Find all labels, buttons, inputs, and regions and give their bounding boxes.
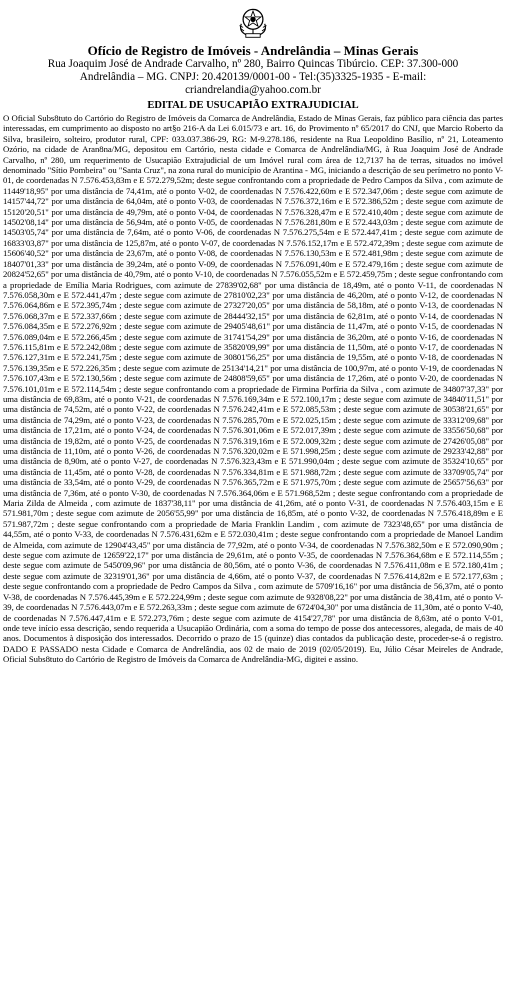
office-header — [3, 43, 503, 97]
office-contact: Andrelândia – MG. CNPJ: 20.420139/0001-00 - Tel:(35)3325-1935 - E-mail: — [79, 71, 427, 83]
office-address: Rua Joaquim José de Andrade Carvalho, nº 280, Bairro Quincas Tibúrcio. CEP: 37.300-000 — [47, 58, 459, 70]
edital-title: EDITAL DE USUCAPIÃO EXTRAJUDICIAL — [147, 100, 359, 111]
office-email: criandrelandia@yahoo.com.br — [185, 84, 321, 96]
edital-body: O Oficial Subs8tuto do Cartório do Registro de Imóveis da Comarca de Andrelândia, Estado de Minas Gerais, faz público para ciência das partes interessadas, em cumprimento ao disposto no art§o 216-A da Lei 6.015/73 e art. 16, do Provimento nº 65/2017 do CNJ, que Marcio Roberto da Silva, brasileiro, solteiro, produtor rural, CPF: 033.037.386-29, RG: M-9.278.186, residente na Rua Leopoldino Basílio, nº 21, Loteamento Ozório, na cidade de Aran8na/MG, depositou em Cartório, nesta cidade e Comarca de Andrelândia/MG, à Rua Joaquim José de Andrade Carvalho, nº 280, um requerimento de Usucapião Extrajudicial de um Imóvel rural com área de 12,7137 ha de terras, situados no imóvel denominado "Sítio Pombeira" ou "Santa Cruz", na zona rural do município de Arantina - MG, iniciando a descrição de seu perímetro no ponto V-01, de coordenadas N 7.576.453,83m e E 572.279,52m; deste segue confrontando com a propriedade de Pedro Campos da Silva , com azimute de 11449'18,95" por uma distância de 74,41m, até o ponto V-02, de coordenadas N 7.576.422,60m e E 572.347,06m ; deste segue com azimute de 14157'44,72" por uma distância de 64,04m, até o ponto V-03, de coordenadas N 7.576.372,16m e E 572.386,52m ; deste segue com azimute de 15120'20,51" por uma distância de 49,79m, até o ponto V-04, de coordenadas N 7.576.328,47m e E 572.410,40m ; deste segue com azimute de 14502'08,14" por uma distância de 56,94m, até o ponto V-05, de coordenadas N 7.576.281,80m e E 572.443,03m ; deste segue com azimute de 14503'05,74" por uma distância de 7,64m, até o ponto V-06, de coordenadas N 7.576.275,54m e E 572.447,41m ; deste segue com azimute de 16833'03,87" por uma distância de 125,87m, até o ponto V-07, de coordenadas N 7.576.152,17m e E 572.472,39m ; deste segue com azimute de 15606'40,52" por uma distância de 23,67m, até o ponto V-08, de coordenadas N 7.576.130,53m e E 572.481,98m ; deste segue com azimute de 18407'01,33" por uma distância de 39,24m, até o ponto V-09, de coordenadas N 7.576.091,40m e E 572.479,16m ; deste segue com azimute de 20824'52,65" por uma distância de 40,79m, até o ponto V-10, de coordenadas N 7.576.055,52m e E 572.459,75m ; deste segue confrontando com a propriedade de Emília Maria Rodrigues, com azimute de 27839'02,68" por uma distância de 18,49m, até o ponto V-11, de coordenadas N 7.576.058,30m e E 572.441,47m ; deste segue com azimute de 27810'02,23" por uma distância de 46,20m, até o ponto V-12, de coordenadas N 7.576.064,86m e E 572.395,74m ; deste segue com azimute de 27327'20,05" por uma distância de 58,18m, até o ponto V-13, de coordenadas N 7.576.068,37m e E 572.337,66m ; deste segue com azimute de 28444'32,15" por uma distância de 62,81m, até o ponto V-14, de coordenadas N 7.576.084,35m e E 572.276,92m ; deste segue com azimute de 29405'48,61" por uma distância de 11,47m, até o ponto V-15, de coordenadas N 7.576.089,04m e E 572.266,45m ; deste segue com azimute de 31741'54,29" por uma distância de 36,20m, até o ponto V-16, de coordenadas N 7.576.115,81m e E 572.242,08m ; deste segue com azimute de 35820'09,99" por uma distância de 11,50m, até o ponto V-17, de coordenadas N 7.576.127,31m e E 572.241,75m ; deste segue com azimute de 30801'56,25" por uma distância de 19,55m, até o ponto V-18, de coordenadas N 7.576.139,35m e E 572.226,35m ; deste segue com azimute de 25134'14,21" por uma distância de 100,97m, até o ponto V-19, de coordenadas N 7.576.107,43m e E 572.130,56m ; deste segue com azimute de 24808'59,65" por uma distância de 17,26m, até o ponto V-20, de coordenadas N 7.576.101,01m e E 572.114,54m ; deste segue confrontando com a propriedade de Firmina Porfíria da Silva , com azimute de 34807'37,33" por uma distância de 69,83m, até o ponto V-21, de coordenadas N 7.576.169,34m e E 572.100,17m ; deste segue com azimute de 34840'11,51" por uma distância de 74,52m, até o ponto V-22, de coordenadas N 7.576.242,41m e E 572.085,53m ; deste segue com azimute de 30538'21,65" por uma distância de 74,29m, até o ponto V-23, de coordenadas N 7.576.285,70m e E 572.025,15m ; deste segue com azimute de 33312'09,68" por uma distância de 17,21m, até o ponto V-24, de coordenadas N 7.576.301,06m e E 572.017,39m ; deste segue com azimute de 33556'50,68" por uma distância de 19,82m, até o ponto V-25, de coordenadas N 7.576.319,16m e E 572.009,32m ; deste segue com azimute de 27426'05,08" por uma distância de 11,10m, até o ponto V-26, de coordenadas N 7.576.320,02m e E 571.998,25m ; deste segue com azimute de 29233'42,88" por uma distância de 8,90m, até o ponto V-27, de coordenadas N 7.576.323,43m e E 571.990,04m ; deste segue com azimute de 35324'10,65" por uma distância de 11,45m, até o ponto V-28, de coordenadas N 7.576.334,81m e E 571.988,72m ; deste segue com azimute de 33709'05,74" por uma distância de 33,54m, até o ponto V-29, de coordenadas N 7.576.365,72m e E 571.975,70m ; deste segue com azimute de 25657'56,63" por uma distância de 7,36m, até o ponto V-30, de coordenadas N 7.576.364,06m e E 571.968,52m ; deste segue confrontando com a propriedade de Maria Zilda de Almeida , com azimute de 1837'38,11" por uma distância de 41,26m, até o ponto V-31, de coordenadas N 7.576.403,15m e E 571.981,70m ; deste segue com azimute de 2056'55,99" por uma distância de 16,85m, até o ponto V-32, de coordenadas N 7.576.418,89m e E 571.987,72m ; deste segue confrontando com a propriedade de Maria Franklin Landim , com azimute de 7323'48,65" por uma distância de 44,55m, até o ponto V-33, de coordenadas N 7.576.431,62m e E 572.030,41m ; deste segue confrontando com a propriedade de Manoel Landim de Almeida, com azimute de 12904'43,45" por uma distância de 77,92m, até o ponto V-34, de coordenadas N 7.576.382,50m e E 572.090,90m ; deste segue com azimute de 12659'22,17" por uma distância de 29,61m, até o ponto V-35, de coordenadas N 7.576.364,68m e E 572.114,55m ; deste segue com azimute de 5450'09,96" por uma distância de 80,56m, até o ponto V-36, de coordenadas N 7.576.411,08m e E 572.180,41m ; deste segue com azimute de 32319'01,36" por uma distância de 4,66m, até o ponto V-37, de coordenadas N 7.576.414,82m e E 572.177,63m ; deste segue confrontando com a propriedade de Pedro Campos da Silva , com azimute de 5709'16,16" por uma distância de 56,37m, até o ponto V-38, de coordenadas N 7.576.445,39m e E 572.224,99m ; deste segue com azimute de 9328'08,22" por uma distância de 38,41m, até o ponto V-39, de coordenadas N 7.576.443,07m e E 572.263,33m ; deste segue com azimute de 6724'04,30" por uma distância de 11,30m, até o ponto V-40, de coordenadas N 7.576.447,41m e E 572.273,76m ; deste segue com azimute de 4154'27,78" por uma distância de 8,63m, até o ponto V-01, onde teve início essa descrição, sendo requerida a Usucapião Ordinária, com a soma do tempo de posse dos antecessores, alegada, de mais de 40 anos. Documentos à disposição dos interessados. Decorrido o prazo de 15 (quinze) dias contados da publicação deste, proceder-se-á o registro. DADO E PASSADO nesta Cidade e Comarca de Andrelândia, aos 02 de maio de 2019 (02/05/2019). Eu, Júlio César Meireles de Andrade, Oficial Subs8tuto do Cartório de Registro de Imóveis da Comarca de Andrelândia-MG, digitei e assino. — [3, 113, 503, 665]
office-title: Ofício de Registro de Imóveis - Andrelândia – Minas Gerais — [87, 43, 419, 58]
coat-of-arms-icon — [235, 4, 271, 40]
